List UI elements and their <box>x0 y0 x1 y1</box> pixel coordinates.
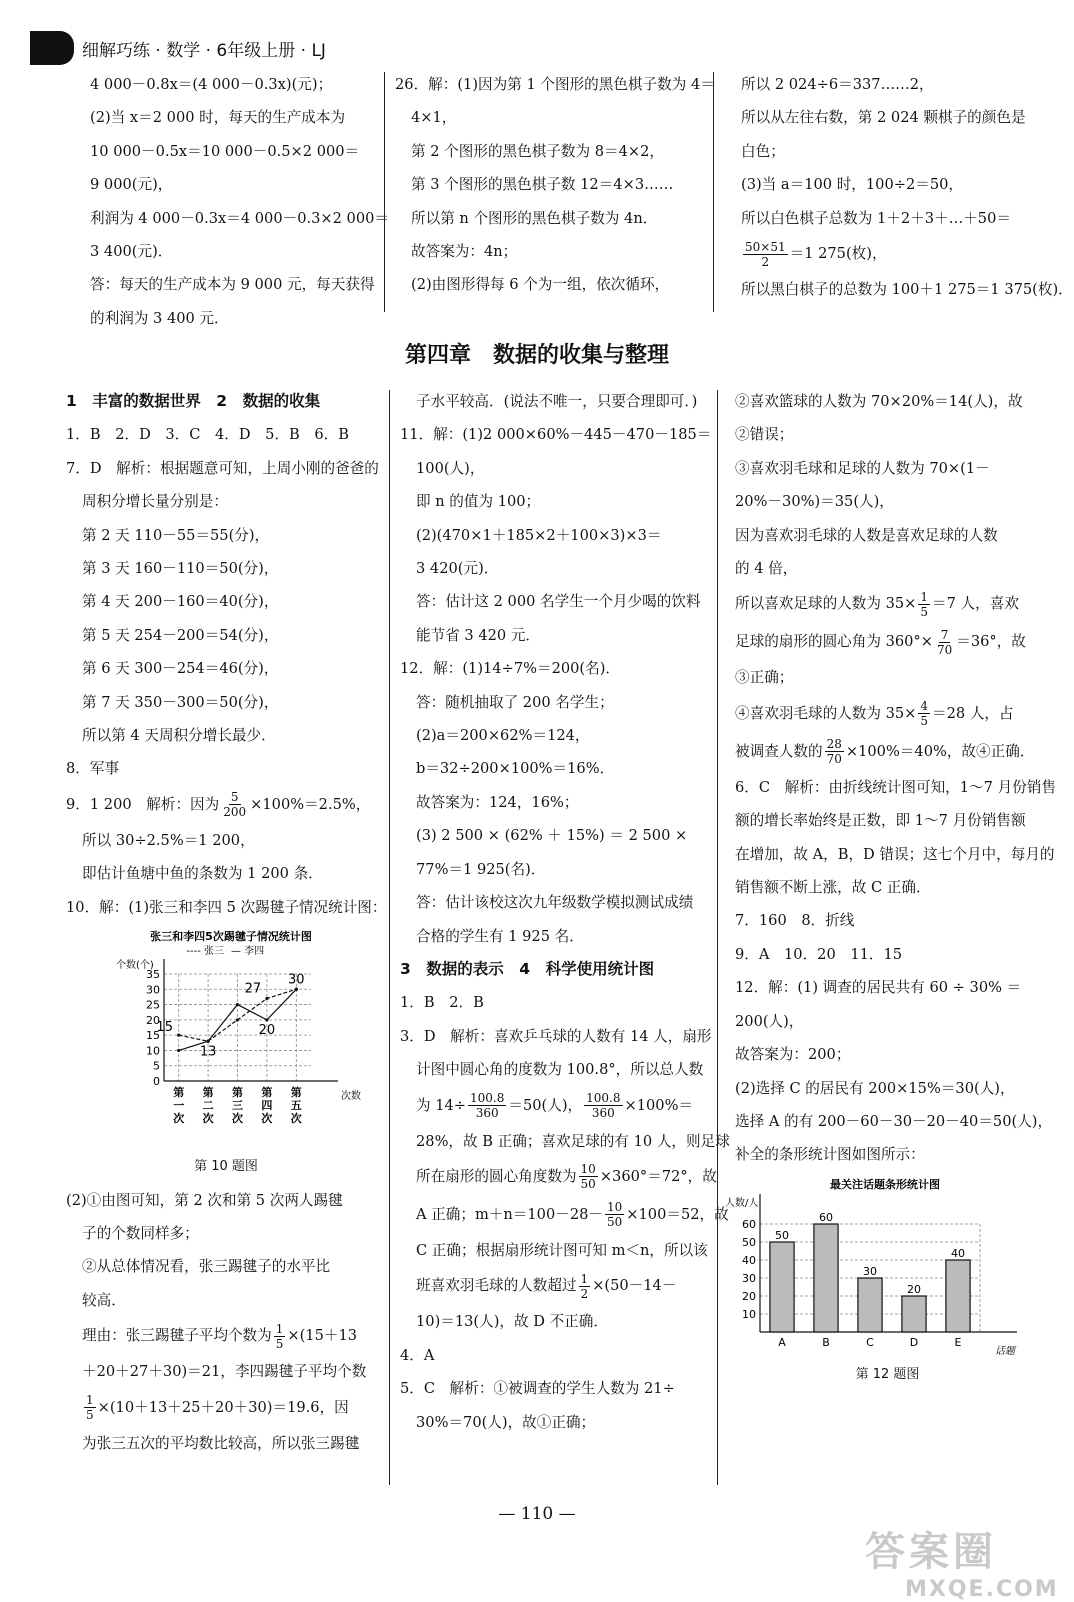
text-line: 3 400(元)． <box>90 243 173 261</box>
header-title: 细解巧练 · 数学 · 6年级上册 · LJ <box>82 40 326 61</box>
x-category-char: 次 <box>232 1112 243 1126</box>
text-line: 4 000－0.8x＝(4 000－0.3x)(元)； <box>90 76 333 93</box>
text-line: (3) 2 500 × (62% ＋ 15%) ＝ 2 500 × <box>416 827 688 845</box>
x-category-char: 次 <box>261 1112 273 1126</box>
x-category-char: 四 <box>261 1099 273 1113</box>
bar <box>946 1260 970 1332</box>
point-label: 27 <box>244 981 262 997</box>
text-line: ③正确； <box>735 669 794 687</box>
text-line: 白色； <box>741 142 785 160</box>
text-line: 子的个数同样多； <box>82 1224 199 1242</box>
fraction-line: 为 14÷ $\frac{100.8}{360}$ ＝50(人)， $\frac{100.8}{360}$ ×100%＝ <box>416 1091 694 1121</box>
text-line: 销售额不断上涨，故 C 正确． <box>735 879 931 897</box>
x-category-char: 五 <box>290 1099 302 1113</box>
text-line: (2)a＝200×62%＝124， <box>416 727 590 745</box>
text-line: 10．解：(1)张三和李四 5 次踢毽子情况统计图： <box>66 898 387 916</box>
data-point <box>177 1049 180 1052</box>
data-point <box>265 1018 268 1021</box>
fraction-line: 所在扇形的圆心角度数为 $\frac{10}{50}$ ×360°＝72°，故 <box>416 1162 717 1192</box>
answer-column-2 <box>400 385 730 1439</box>
text-line: 26．解：(1)因为第 1 个图形的黑色棋子数为 4＝ <box>395 76 715 93</box>
bar <box>858 1278 882 1332</box>
text-line: ＋20＋27＋30)＝21，李四踢毽子平均个数 <box>82 1363 367 1381</box>
text-line: 20%－30%)＝35(人)， <box>735 493 894 511</box>
x-category-label: A <box>778 1335 786 1349</box>
text-line: 11．解：(1)2 000×60%－445－470－185＝ <box>400 426 712 444</box>
fraction: $\frac{7}{70}$ <box>936 627 953 657</box>
fraction-line: 足球的扇形的圆心角为 360°× $\frac{7}{70}$ ＝36°，故 <box>735 627 1026 657</box>
data-point <box>177 1034 180 1037</box>
text-line: 第 2 个图形的黑色棋子数为 8＝4×2， <box>411 142 665 160</box>
fraction: $\frac{1}{5}$ <box>275 1321 284 1351</box>
x-category-label: E <box>954 1335 962 1349</box>
fraction: $\frac{28}{70}$ <box>826 737 842 767</box>
x-category-char: 第 <box>232 1086 243 1100</box>
text-line: 为张三五次的平均数比较高，所以张三踢毽 <box>82 1434 360 1452</box>
text-line: 所以白色棋子总数为 1＋2＋3＋…＋50＝ <box>741 209 1011 227</box>
top-column-1 <box>90 68 390 335</box>
fraction: $\frac{1}{2}$ <box>580 1271 589 1301</box>
text-line: 答：估计这 2 000 名学生一个月少喝的饮料 <box>416 593 701 611</box>
x-category-label: D <box>909 1335 919 1349</box>
text-line: (2)由图形得每 6 个为一组，依次循环， <box>411 276 670 294</box>
fraction: $\frac{10}{50}$ <box>607 1200 623 1230</box>
text-line: 答：估计该校这次九年级数学模拟测试成绩 <box>416 894 694 912</box>
data-point <box>207 1040 210 1043</box>
x-category-char: 二 <box>202 1099 214 1113</box>
x-category-char: 第 <box>261 1086 273 1100</box>
fraction: $\frac{1}{5}$ <box>920 589 929 619</box>
text-line: 77%＝1 925(名)． <box>416 860 546 878</box>
y-tick-label: 30 <box>742 1271 756 1285</box>
x-categories <box>173 1085 302 1125</box>
text-line: 合格的学生有 1 925 名． <box>416 927 584 945</box>
top-column-3 <box>741 68 1073 306</box>
text-line: 100(人)， <box>416 459 485 477</box>
legend-lisi: — 李四 <box>231 946 265 958</box>
text-line: (2)选择 C 的居民有 200×15%＝30(人)， <box>735 1079 1015 1097</box>
text-line: C 正确；根据扇形统计图可知 m＜n，所以该 <box>416 1241 708 1259</box>
y-tick-label: 60 <box>742 1217 756 1231</box>
x-category-char: 第 <box>290 1086 302 1100</box>
text-line: 答：每天的生产成本为 9 000 元，每天获得 <box>90 276 375 294</box>
y-tick-label: 35 <box>146 968 160 982</box>
text-line: 28%，故 B 正确；喜欢足球的有 10 人，则足球 <box>416 1132 730 1150</box>
text-line: 12．解：(1)14÷7%＝200(名)． <box>400 660 620 678</box>
text-line: 第 3 天 160－110＝50(分)， <box>82 560 279 578</box>
text-line: (3)当 a＝100 时，100÷2＝50， <box>741 176 964 194</box>
x-category-label: B <box>822 1335 830 1349</box>
chart-grid <box>164 959 338 1081</box>
text-line: 10 000－0.5x＝10 000－0.5×2 000＝ <box>90 142 360 160</box>
chapter-title: 第四章 数据的收集与整理 <box>404 343 669 368</box>
text-line: 所以第 4 天周积分增长最少． <box>82 727 276 745</box>
x-category-char: 第 <box>202 1086 214 1100</box>
x-axis-label: 话题 <box>995 1345 1015 1357</box>
text-line: 第 5 天 254－200＝54(分)， <box>82 626 279 644</box>
fraction: $\frac{100.8}{360}$ <box>470 1091 505 1121</box>
text-line: 200(人)， <box>735 1012 804 1030</box>
x-category-label: C <box>866 1335 874 1349</box>
text-line: ②喜欢篮球的人数为 70×20%＝14(人)，故 <box>735 393 1023 410</box>
text-line: 因为喜欢羽毛球的人数是喜欢足球的人数 <box>735 526 998 544</box>
bar-value-label: 20 <box>907 1282 921 1296</box>
bar-value-label: 30 <box>863 1264 877 1278</box>
text-line: 5．C 解析：①被调查的学生人数为 21÷ <box>400 1380 675 1398</box>
text-line: 选择 A 的有 200－60－30－20－40＝50(人)， <box>735 1112 1053 1130</box>
bar-value-label: 40 <box>951 1246 965 1260</box>
text-line: 故答案为：124，16%； <box>416 793 579 811</box>
text-line: 所以 30÷2.5%＝1 200， <box>82 831 255 849</box>
text-line: 额的增长率始终是正数，即 1～7 月份销售额 <box>735 812 1026 830</box>
data-point <box>236 1018 239 1021</box>
fraction-line: $\frac{1}{5}$ ×(10＋13＋25＋20＋30)＝19.6，因 <box>86 1393 349 1423</box>
x-category-char: 第 <box>173 1086 185 1100</box>
text-line: (2)(470×1＋185×2＋100×3)×3＝ <box>416 526 662 544</box>
fraction: $\frac{100.8}{360}$ <box>586 1091 621 1121</box>
text-line: 所以第 n 个图形的黑色棋子数为 4n． <box>411 209 658 227</box>
text-line: 子水平较高．(说法不唯一，只要合理即可．) <box>416 393 698 410</box>
text-line: 4×1， <box>411 109 457 127</box>
text-line: 1．B 2．D 3．C 4．D 5．B 6．B <box>66 426 349 444</box>
text-line: 3 420(元)． <box>416 560 499 578</box>
text-line: b＝32÷200×100%＝16%． <box>416 760 615 778</box>
text-line: 计图中圆心角的度数为 100.8°，所以总人数 <box>416 1061 704 1079</box>
line-chart-10 <box>116 924 366 1150</box>
column-divider <box>384 72 385 312</box>
y-tick-label: 5 <box>153 1059 160 1073</box>
fraction-line: $\frac{50\times 51}{2}$ ＝1 275(枚)， <box>745 239 887 269</box>
text-line: 周积分增长量分别是： <box>82 493 228 511</box>
text-line: 能节省 3 420 元． <box>416 626 541 644</box>
x-category-char: 次 <box>202 1112 214 1126</box>
answer-column-3 <box>725 385 1056 1391</box>
section-title: 3 数据的表示 4 科学使用统计图 <box>400 959 655 978</box>
text-line: 9 000(元)， <box>90 176 173 194</box>
figure-caption: 第 10 题图 <box>194 1159 258 1175</box>
text-line: 第 2 天 110－55＝55(分)， <box>82 526 270 544</box>
figure-caption: 第 12 题图 <box>855 1366 920 1382</box>
text-line: 第 6 天 300－254＝46(分)， <box>82 660 279 678</box>
chart-12-wrap <box>725 1172 1040 1358</box>
data-point <box>295 988 298 991</box>
text-line: (2)①由图可知，第 2 次和第 5 次两人踢毽 <box>66 1191 343 1209</box>
text-line: 所以黑白棋子的总数为 100＋1 275＝1 375(枚)． <box>741 281 1073 299</box>
x-category-char: 次 <box>290 1112 302 1126</box>
text-line: 30%＝70(人)，故①正确； <box>416 1413 596 1431</box>
text-line: 10)＝13(人)，故 D 不正确． <box>416 1313 608 1331</box>
text-line: 所以 2 024÷6＝337……2， <box>741 76 934 93</box>
text-line: 故答案为：4n； <box>411 243 518 261</box>
x-categories <box>778 1336 961 1349</box>
legend-zhangsan: ---- 张三 <box>186 946 224 958</box>
column-divider <box>713 72 714 312</box>
column-divider <box>717 390 718 1485</box>
y-tick-label: 15 <box>146 1029 160 1043</box>
text-line: 7．160 8．折线 <box>735 912 855 930</box>
fraction-line: 9．1 200 解析：因为 $\frac{5}{200}$ ×100%＝2.5%， <box>66 790 371 820</box>
bar <box>902 1296 926 1332</box>
text-line: 故答案为：200； <box>735 1046 851 1064</box>
chart-10-wrap <box>66 924 386 1150</box>
text-line: 第 4 天 200－160＝40(分)， <box>82 593 279 611</box>
text-line: (2)当 x＝2 000 时，每天的生产成本为 <box>90 109 346 127</box>
point-label: 13 <box>199 1044 217 1060</box>
chart-title: 张三和李四5次踢毽子情况统计图 <box>150 930 312 944</box>
y-tick-label: 10 <box>742 1307 756 1321</box>
fraction-line: 被调查人数的 $\frac{28}{70}$ ×100%＝40%，故④正确． <box>735 737 1035 767</box>
text-line: 所以从左往右数，第 2 024 颗棋子的颜色是 <box>741 109 1026 127</box>
text-line: 8．军事 <box>66 760 120 778</box>
watermark-logo: 答案圈 MXQE.COM <box>865 1529 1059 1602</box>
fraction-line: ④喜欢羽毛球的人数为 35× $\frac{4}{5}$ ＝28 人，占 <box>735 699 1014 729</box>
point-label: 15 <box>156 1020 173 1036</box>
text-line: 7．D 解析：根据题意可知，上周小刚的爸爸的 <box>66 459 379 477</box>
text-line: ②错误； <box>735 426 794 444</box>
x-category-char: 次 <box>173 1112 185 1126</box>
y-tick-label: 40 <box>742 1253 756 1267</box>
bar <box>814 1224 838 1332</box>
text-line: ③喜欢羽毛球和足球的人数为 70×(1－ <box>735 459 990 477</box>
text-line: 较高． <box>82 1291 126 1309</box>
x-axis-label: 次数 <box>341 1091 361 1103</box>
fraction-line: 所以喜欢足球的人数为 35× $\frac{1}{5}$ ＝7 人，喜欢 <box>735 589 1019 619</box>
fraction: $\frac{10}{50}$ <box>580 1162 596 1192</box>
chart-grid <box>760 1194 1017 1332</box>
y-tick-label: 20 <box>146 1013 160 1027</box>
bar-value-label: 60 <box>819 1210 833 1224</box>
page-number: — 110 — <box>498 1504 576 1524</box>
text-line: 答：随机抽取了 200 名学生； <box>416 693 614 711</box>
top-column-2 <box>395 68 715 302</box>
text-line: 6．C 解析：由折线统计图可知，1～7 月份销售 <box>735 778 1056 796</box>
x-category-char: 三 <box>232 1099 243 1113</box>
header-tab-mark <box>30 31 74 65</box>
fraction: $\frac{5}{200}$ <box>223 790 247 820</box>
text-line: 12．解：(1) 调查的居民共有 60 ÷ 30% ＝ <box>735 979 1022 997</box>
text-line: 第 3 个图形的黑色棋子数 12＝4×3…… <box>411 176 674 194</box>
text-line: 的利润为 3 400 元． <box>90 309 229 327</box>
text-line: 利润为 4 000－0.3x＝4 000－0.3×2 000＝ <box>90 209 390 227</box>
fraction-line: A 正确；m＋n＝100－28－ $\frac{10}{50}$ ×100＝52，故 <box>416 1200 729 1230</box>
y-axis-label: 人数/人 <box>725 1197 759 1209</box>
fraction: $\frac{1}{5}$ <box>86 1393 94 1423</box>
column-divider <box>389 390 390 1485</box>
bar-chart-12 <box>725 1172 1025 1358</box>
chart-title: 最关注话题条形统计图 <box>830 1177 940 1191</box>
fraction-line: 理由：张三踢毽子平均个数为 $\frac{1}{5}$ ×(15＋13 <box>82 1321 358 1351</box>
fraction: $\frac{50\times 51}{2}$ <box>745 239 786 269</box>
y-ticks <box>742 1218 756 1321</box>
y-axis-label: 个数(个) <box>116 960 154 972</box>
text-line: 4．A <box>400 1346 435 1364</box>
section-title: 1 丰富的数据世界 2 数据的收集 <box>66 392 321 410</box>
y-tick-label: 50 <box>742 1235 756 1249</box>
bar-value-label: 50 <box>775 1228 789 1242</box>
y-tick-label: 0 <box>153 1075 160 1089</box>
y-tick-label: 20 <box>742 1289 756 1303</box>
text-line: 补全的条形统计图如图所示： <box>735 1146 925 1164</box>
text-line: 在增加，故 A，B，D 错误；这七个月中，每月的 <box>735 845 1055 863</box>
bar <box>770 1242 794 1332</box>
y-tick-label: 25 <box>146 998 160 1012</box>
text-line: 即 n 的值为 100； <box>416 493 541 511</box>
answer-column-1 <box>66 385 386 1460</box>
text-line: 9．A 10．20 11．15 <box>735 945 903 963</box>
text-line: ②从总体情况看，张三踢毽子的水平比 <box>82 1258 331 1276</box>
point-label: 20 <box>258 1022 276 1038</box>
data-point <box>265 997 268 1000</box>
y-tick-label: 10 <box>146 1044 160 1058</box>
fraction: $\frac{4}{5}$ <box>920 699 929 729</box>
data-point <box>236 1003 239 1006</box>
y-tick-label: 30 <box>146 983 160 997</box>
fraction-line: 班喜欢羽毛球的人数超过 $\frac{1}{2}$ ×(50－14－ <box>416 1271 677 1301</box>
page-header <box>30 28 326 68</box>
text-line: 的 4 倍， <box>735 560 798 578</box>
text-line: 即估计鱼塘中鱼的条数为 1 200 条． <box>82 865 323 883</box>
text-line: 1．B 2．B <box>400 994 484 1012</box>
text-line: 第 7 天 350－300＝50(分)， <box>82 693 279 711</box>
x-category-char: 一 <box>173 1099 185 1113</box>
point-label: 30 <box>288 972 305 988</box>
text-line: 3．D 解析：喜欢乒乓球的人数有 14 人，扇形 <box>400 1027 712 1045</box>
